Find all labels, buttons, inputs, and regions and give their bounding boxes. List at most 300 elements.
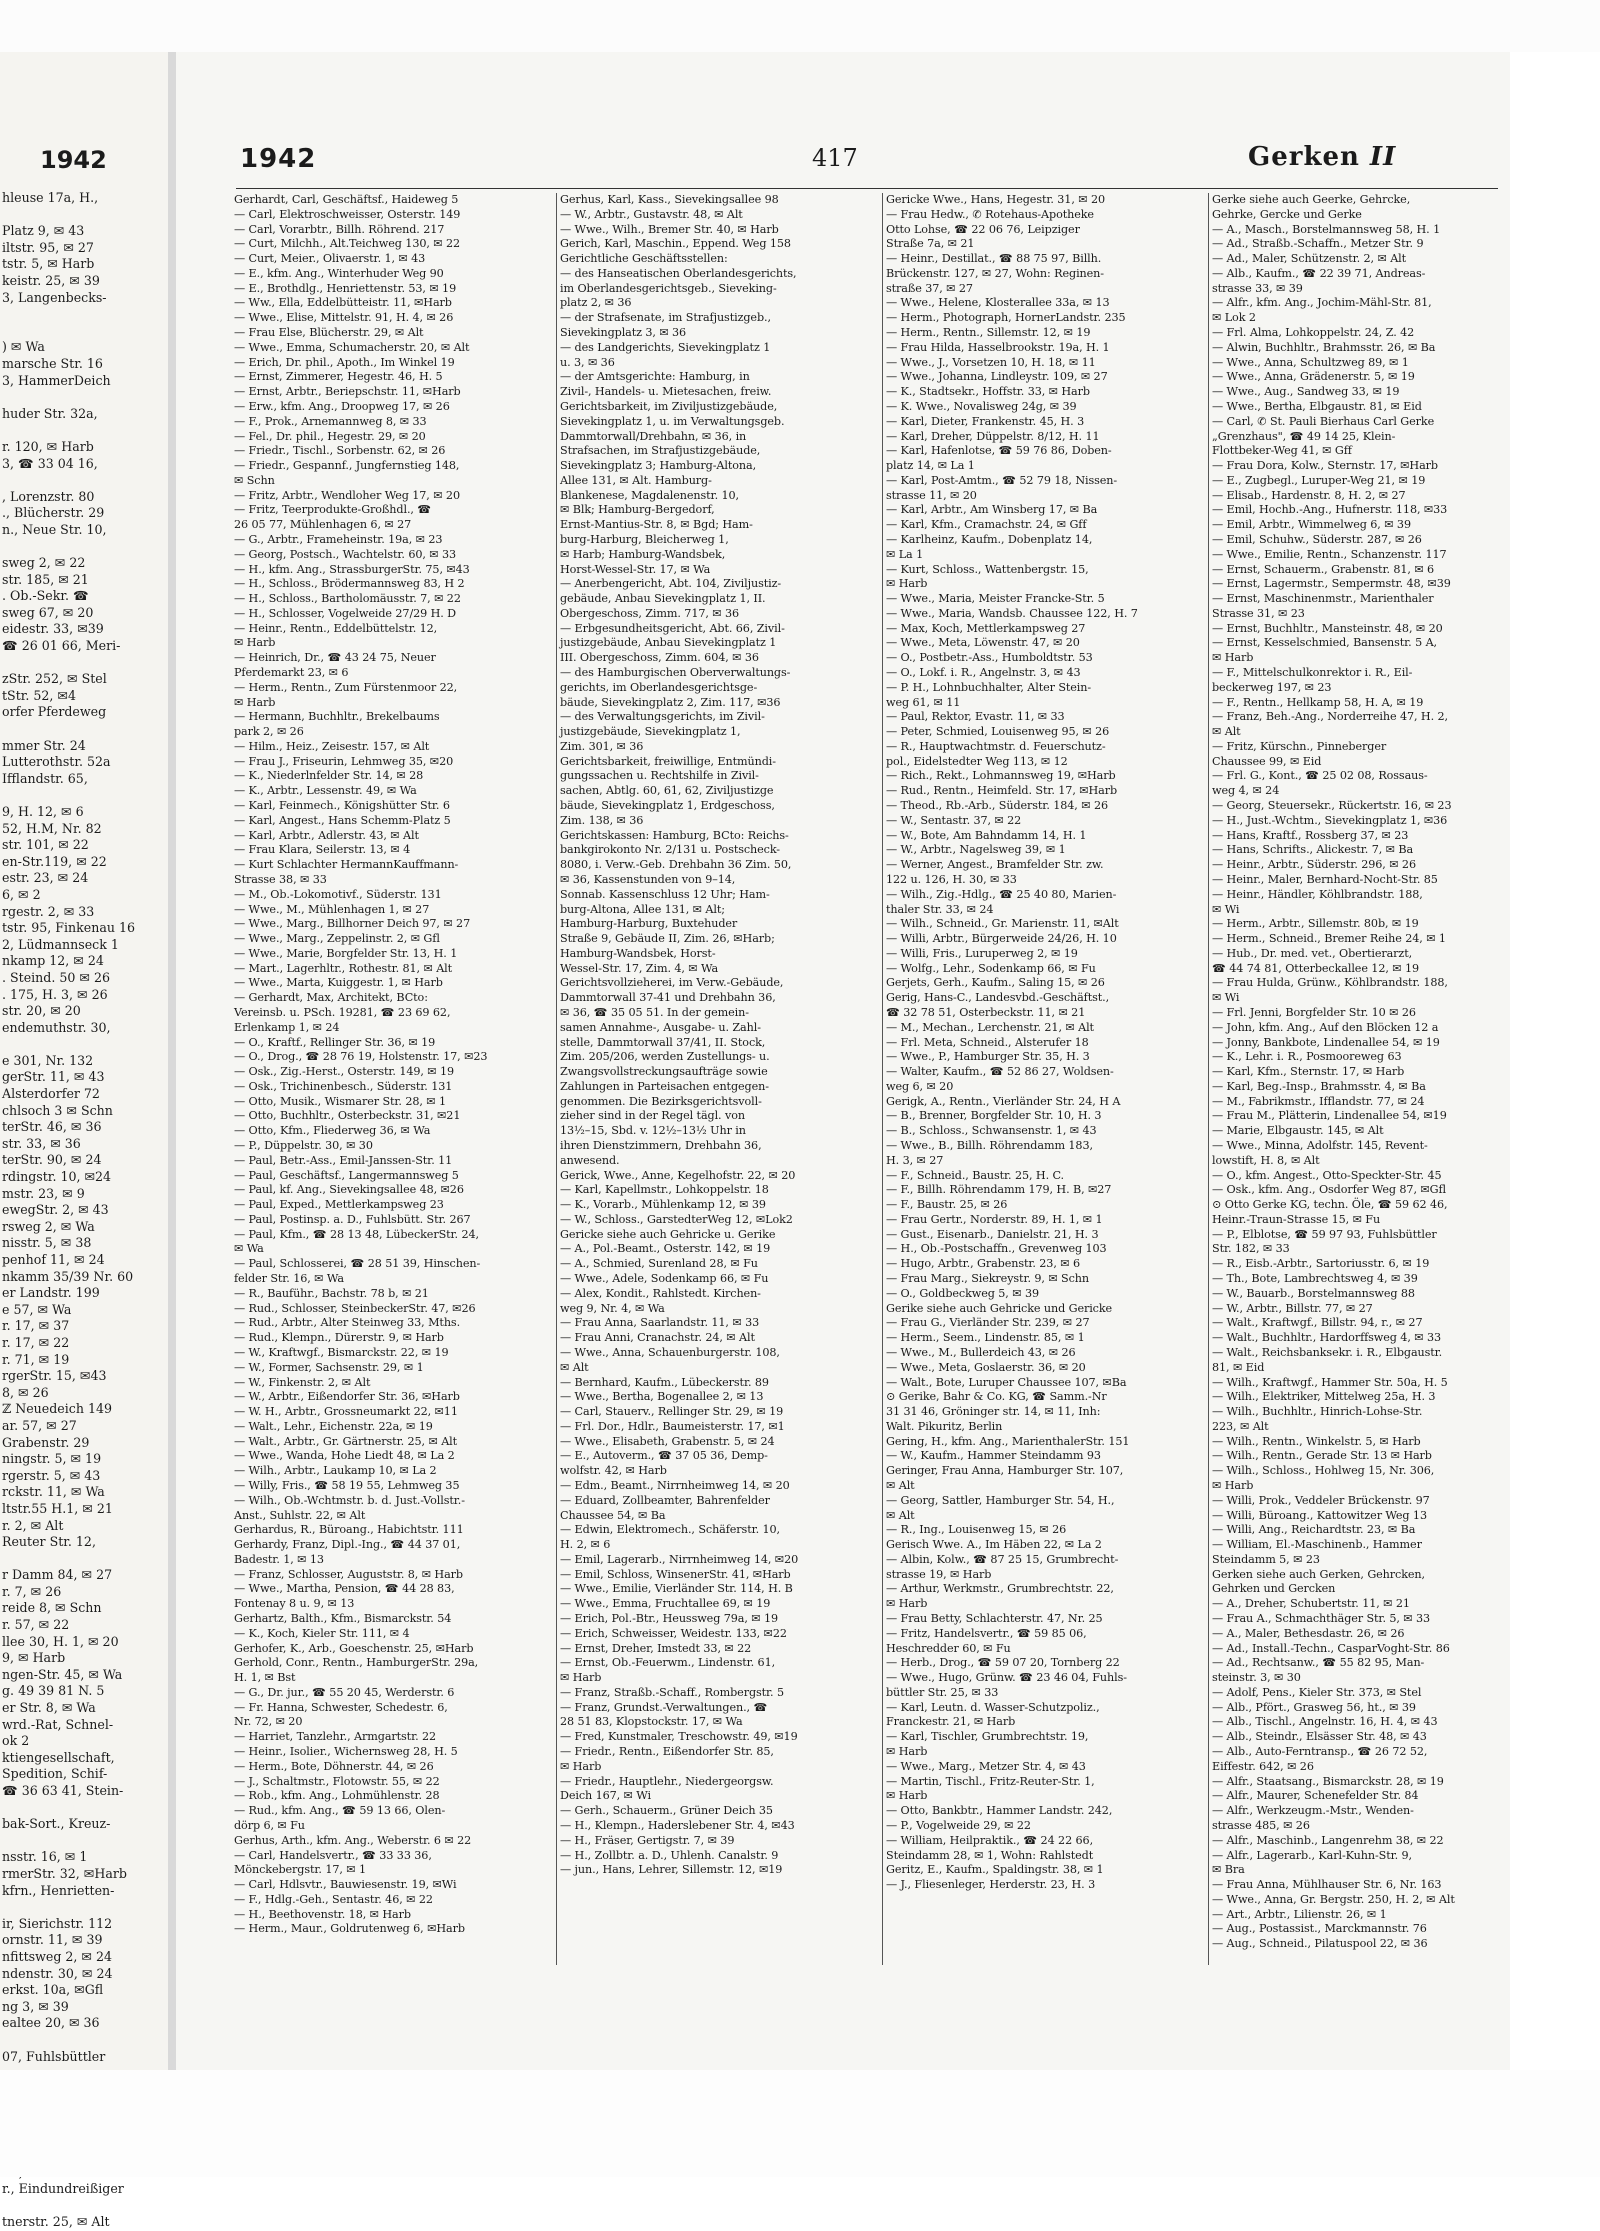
previous-page-line: . Steind. 50 ✉ 26	[2, 969, 110, 985]
entry-line: — Frau Anni, Cranachstr. 24, ✉ Alt	[560, 1331, 755, 1345]
entry-line: weg 61, ✉ 11	[886, 695, 961, 709]
previous-page-line	[0, 538, 166, 555]
entry-line: — Kurt Schlachter HermannKauffmann-	[234, 858, 459, 872]
entry-line: 122 u. 126, H. 30, ✉ 33	[886, 872, 1017, 886]
entry-line: — Karl, Angest., Hans Schemm-Platz 5	[234, 813, 451, 827]
entry-line: — Wilh., Ob.-Wchtmstr. b. d. Just.-Vollstr.-	[234, 1493, 465, 1507]
previous-page-line: ir, Sierichstr. 112	[2, 1915, 113, 1931]
entry-line: ✉ Harb	[234, 695, 276, 709]
previous-page-line: r. 17, ✉ 22	[2, 1334, 70, 1350]
previous-page-line: estr. 23, ✉ 24	[2, 870, 89, 886]
entry-line: — Werner, Angest., Bramfelder Str. zw.	[886, 858, 1104, 872]
entry-line: — W., Schloss., GarstedterWeg 12, ✉Lok2	[560, 1212, 793, 1226]
entry-line: — Frl. Alma, Lohkoppelstr. 24, Z. 42	[1212, 326, 1415, 340]
entry-line: 31 31 46, Gröninger str. 14, ✉ 11, Inh:	[886, 1405, 1101, 1419]
previous-page-line: ngen-Str. 45, ✉ Wa	[2, 1666, 123, 1682]
entry-line: — Hugo, Arbtr., Grabenstr. 23, ✉ 6	[886, 1257, 1080, 1271]
previous-page-line: en-Str.119, ✉ 22	[2, 853, 107, 869]
entry-line: im Oberlandesgerichtsgeb., Sieveking-	[560, 281, 777, 295]
entry-line: H. 3, ✉ 27	[886, 1153, 944, 1167]
entry-line: ✉ Harb	[886, 1789, 928, 1803]
entry-line: — Carl, Vorarbtr., Billh. Röhrend. 217	[234, 222, 445, 236]
entry-line: 13½–15, Sbd. v. 12½–13½ Uhr in	[560, 1124, 746, 1138]
entry-line: wolfstr. 42, ✉ Harb	[560, 1464, 667, 1478]
entry-line: — Alex, Kondit., Rahlstedt. Kirchen-	[560, 1286, 761, 1300]
entry-line: H. 2, ✉ 6	[560, 1538, 611, 1552]
entry-line: — Wwe., Martha, Pension, ☎ 44 28 83,	[234, 1582, 455, 1596]
entry-line: — Bernhard, Kaufm., Lübeckerstr. 89	[560, 1375, 769, 1389]
previous-page-line: rgerStr. 15, ✉43	[2, 1368, 107, 1384]
entry-line: — Ernst, Maschinenmstr., Marienthaler	[1212, 592, 1434, 606]
previous-page-line: zStr. 252, ✉ Stel	[2, 671, 107, 687]
entry-line: — Adolf, Pens., Kieler Str. 373, ✉ Stel	[1212, 1685, 1422, 1699]
entry-line: — Arthur, Werkmstr., Grumbrechtstr. 22,	[886, 1582, 1114, 1596]
entry-line: — Wwe., P., Hamburger Str. 35, H. 3	[886, 1050, 1090, 1064]
previous-page-line	[0, 389, 166, 406]
entry-line: — Wilh., Schloss., Hohlweg 15, Nr. 306,	[1212, 1464, 1435, 1478]
entry-line: — Georg, Postsch., Wachtelstr. 60, ✉ 33	[234, 547, 457, 561]
entry-line: — Rich., Rekt., Lohmannsweg 19, ✉Harb	[886, 769, 1116, 783]
entry-line: Sievekingplatz 3, ✉ 36	[560, 326, 687, 340]
entry-line: — J., Schaltmstr., Flotowstr. 55, ✉ 22	[234, 1774, 440, 1788]
entry-line: — Frau Dora, Kolw., Sternstr. 17, ✉Harb	[1212, 459, 1438, 473]
entry-line: — K., Lehr. i. R., Posmooreweg 63	[1212, 1050, 1402, 1064]
entry-line: — Emil, Schuhw., Süderstr. 287, ✉ 26	[1212, 532, 1422, 546]
entry-line: ✉ Harb	[560, 1671, 602, 1685]
entry-line: anwesend.	[560, 1153, 620, 1167]
entry-line: — Emil, Lagerarb., Nirrnheimweg 14, ✉20	[560, 1552, 799, 1566]
entry-line: — Heinr., Arbtr., Süderstr. 296, ✉ 26	[1212, 858, 1416, 872]
entry-line: — Ernst, Kesselschmied, Bansenstr. 5 A,	[1212, 636, 1438, 650]
previous-page-line: rgestr. 2, ✉ 33	[2, 903, 95, 919]
entry-line: — Herm., Rentn., Zum Fürstenmoor 22,	[234, 680, 458, 694]
previous-page-line: nfittsweg 2, ✉ 24	[2, 1948, 112, 1964]
header-rule	[236, 188, 1498, 189]
entry-line: — Herm., Schneid., Bremer Reihe 24, ✉ 1	[1212, 932, 1446, 946]
entry-line: — Wwe., Emilie, Rentn., Schanzenstr. 117	[1212, 547, 1447, 561]
entry-line: — H., Schlosser, Vogelweide 27/29 H. D	[234, 606, 457, 620]
entry-line: — W., Arbtr., Gustavstr. 48, ✉ Alt	[560, 207, 743, 221]
page-year: 1942	[240, 144, 317, 174]
previous-page-line: sweg 67, ✉ 20	[2, 604, 94, 620]
previous-page-line	[0, 655, 166, 672]
entry-line: — Wwe., Anna, Schultzweg 89, ✉ 1	[1212, 355, 1409, 369]
directory-column-3	[886, 193, 1202, 1965]
entry-line: 223, ✉ Alt	[1212, 1419, 1269, 1433]
entry-line: — Erich, Pol.-Btr., Heussweg 79a, ✉ 19	[560, 1612, 779, 1625]
previous-page-line: mstr. 23, ✉ 9	[2, 1185, 85, 1201]
previous-page-line: r. 17, ✉ 37	[2, 1318, 70, 1334]
previous-page-line: str. 20, ✉ 20	[2, 1003, 81, 1019]
entry-line: ✉ Wi	[1212, 991, 1240, 1005]
entry-heading: Gerigk, A., Rentn., Vierländer Str. 24, H A	[886, 1094, 1121, 1108]
entry-line: — Alfr., kfm. Ang., Jochim-Mähl-Str. 81,	[1212, 296, 1432, 310]
entry-line: — Walt., Arbtr., Gr. Gärtnerstr. 25, ✉ Alt	[234, 1434, 458, 1448]
previous-page-line: rsweg 2, ✉ Wa	[2, 1218, 95, 1234]
entry-line: — Wwe., Elise, Mittelstr. 91, H. 4, ✉ 26	[234, 311, 454, 325]
entry-line: — Willi, Büroang., Kattowitzer Weg 13	[1212, 1508, 1427, 1522]
entry-line: — Th., Bote, Lambrechtsweg 4, ✉ 39	[1212, 1272, 1418, 1286]
entry-line: — Erich, Dr. phil., Apoth., Im Winkel 19	[234, 355, 455, 369]
running-head	[1248, 142, 1396, 172]
entry-line: — Paul, Postinsp. a. D., Fuhlsbütt. Str. 267	[234, 1212, 471, 1226]
entry-line: — Herm., Arbtr., Sillemstr. 80b, ✉ 19	[1212, 917, 1419, 931]
entry-line: Heinr.-Traun-Strasse 15, ✉ Fu	[1212, 1212, 1381, 1226]
entry-line: — Heinr., Destillat., ☎ 88 75 97, Billh.	[886, 252, 1102, 266]
previous-page-line: . Ob.-Sekr. ☎	[2, 588, 89, 604]
entry-line: ✉ Blk; Hamburg-Bergedorf,	[560, 503, 715, 517]
entry-line: — H., Beethovenstr. 18, ✉ Harb	[234, 1907, 411, 1921]
previous-page-line: r. 120, ✉ Harb	[2, 438, 94, 454]
entry-line: — Karlheinz, Kaufm., Dobenplatz 14,	[886, 532, 1093, 546]
previous-page-line: ., Blücherstr. 29	[2, 505, 105, 521]
previous-page-line: llee 30, H. 1, ✉ 20	[2, 1633, 119, 1649]
entry-line: platz 14, ✉ La 1	[886, 459, 975, 473]
previous-page-line: 3, ☎ 33 04 16,	[2, 455, 98, 471]
entry-line: weg 9, Nr. 4, ✉ Wa	[560, 1301, 665, 1315]
entry-line: — Osk., kfm. Ang., Osdorfer Weg 87, ✉Gfl	[1212, 1183, 1446, 1197]
entry-line: ✉ Lok 2	[1212, 311, 1256, 325]
entry-line: — Emil, Arbtr., Wimmelweg 6, ✉ 39	[1212, 518, 1411, 532]
entry-line: H. 1, ✉ Bst	[234, 1671, 296, 1685]
entry-line: — Albin, Kolw., ☎ 87 25 15, Grumbrecht-	[886, 1552, 1119, 1566]
entry-line: — Karl, Dreher, Düppelstr. 8/12, H. 11	[886, 429, 1100, 443]
entry-line: ihren Dienstzimmern, Drehbahn 36,	[560, 1139, 762, 1152]
previous-page-line	[0, 306, 166, 323]
entry-heading: Gerig, Hans-C., Landesvbd.-Geschäftst.,	[886, 991, 1110, 1005]
entry-line: Deich 167, ✉ Wi	[560, 1789, 651, 1803]
entry-line: — Wwe., Anna, Schauenburgerstr. 108,	[560, 1345, 780, 1359]
entry-line: — Wwe., B., Billh. Röhrendamm 183,	[886, 1139, 1093, 1152]
entry-heading: Gerhardt, Carl, Geschäftsf., Haideweg 5	[234, 193, 459, 206]
previous-page-line: Spedition, Schif-	[2, 1766, 108, 1782]
entry-line: — W., Arbtr., Billstr. 77, ✉ 27	[1212, 1301, 1373, 1315]
entry-line: — W., Former, Sachsenstr. 29, ✉ 1	[234, 1360, 424, 1374]
entry-line: straße 37, ✉ 27	[886, 281, 973, 295]
entry-line: — Fritz, Arbtr., Wendloher Weg 17, ✉ 20	[234, 488, 460, 502]
entry-line: — Wwe., Aug., Sandweg 33, ✉ 19	[1212, 385, 1400, 399]
entry-line: — Wilh., Schneid., Gr. Marienstr. 11, ✉Alt	[886, 917, 1119, 931]
entry-line: Zivil-, Handels- u. Mietesachen, freiw.	[560, 385, 772, 399]
entry-line: — Ernst, Schauerm., Grabenstr. 81, ✉ 6	[1212, 562, 1435, 576]
previous-page-line: ningstr. 5, ✉ 19	[2, 1451, 102, 1467]
entry-line: strasse 485, ✉ 26	[1212, 1818, 1310, 1832]
entry-line: — Friedr., Gespannf., Jungfernstieg 148,	[234, 459, 460, 473]
entry-line: — Aug., Postassist., Marckmannstr. 76	[1212, 1922, 1427, 1936]
previous-page-line: ktiengesellschaft,	[2, 1749, 115, 1765]
entry-line: — Alb., Tischl., Angelnstr. 16, H. 4, ✉ 43	[1212, 1715, 1438, 1729]
entry-line: ☎ 44 74 81, Otterbeckallee 12, ✉ 19	[1212, 961, 1420, 975]
entry-line: — Hub., Dr. med. vet., Obertierarzt,	[1212, 946, 1413, 960]
entry-line: — Art., Arbtr., Lilienstr. 26, ✉ 1	[1212, 1907, 1387, 1921]
entry-line: — des Hamburgischen Oberverwaltungs-	[560, 666, 791, 679]
previous-page-line: penhof 11, ✉ 24	[2, 1252, 105, 1267]
previous-page-line: ltstr.55 H.1, ✉ 21	[2, 1500, 113, 1516]
entry-line: — des Verwaltungsgerichts, im Zivil-	[560, 710, 765, 724]
entry-line: — H., Zollbtr. a. D., Uhlenh. Canalstr. 9	[560, 1848, 779, 1862]
previous-page-line: terStr. 46, ✉ 36	[2, 1119, 102, 1135]
entry-line: — B., Brenner, Borgfelder Str. 10, H. 3	[886, 1109, 1102, 1123]
previous-page-line: r. 71, ✉ 19	[2, 1351, 70, 1367]
entry-line: — K., Koch, Kieler Str. 111, ✉ 4	[234, 1626, 410, 1640]
entry-line: — Frau Anna, Mühlhauser Str. 6, Nr. 163	[1212, 1878, 1442, 1892]
entry-line: — O., Drog., ☎ 28 76 19, Holstenstr. 17, ✉23	[234, 1050, 488, 1064]
entry-line: — M., Fabrikmstr., Ifflandstr. 77, ✉ 24	[1212, 1094, 1425, 1108]
entry-line: — Willi, Ang., Reichardtstr. 23, ✉ Ba	[1212, 1523, 1416, 1537]
previous-page-line: 07, Fuhlsbüttler	[2, 2048, 106, 2064]
entry-line: — Frau M., Plätterin, Lindenallee 54, ✉19	[1212, 1109, 1447, 1123]
entry-line: Horst-Wessel-Str. 17, ✉ Wa	[560, 562, 711, 576]
entry-line: Obergeschoss, Zimm. 717, ✉ 36	[560, 606, 740, 620]
entry-line: — Karl, Arbtr., Am Winsberg 17, ✉ Ba	[886, 503, 1098, 517]
previous-page-line: 3, Langenbecks-	[2, 289, 107, 305]
entry-line: — Walt., Buchhltr., Hardorffsweg 4, ✉ 33	[1212, 1331, 1441, 1345]
entry-line: — Wwe., Maria, Meister Francke-Str. 5	[886, 592, 1105, 606]
entry-line: — Wilh., Rentn., Gerade Str. 13 ✉ Harb	[1212, 1449, 1432, 1463]
entry-line: — Frl. Meta, Schneid., Alsterufer 18	[886, 1035, 1089, 1049]
entry-line: ✉ Schn	[234, 473, 275, 487]
entry-line: — Ernst, Buchhltr., Mansteinstr. 48, ✉ 20	[1212, 621, 1443, 635]
entry-line: — Franz, Straßb.-Schaff., Rombergstr. 5	[560, 1685, 784, 1699]
entry-line: — W., Arbtr., Eißendorfer Str. 36, ✉Harb	[234, 1390, 460, 1404]
entry-line: Pferdemarkt 23, ✉ 6	[234, 666, 349, 679]
entry-line: — Eduard, Zollbeamter, Bahrenfelder	[560, 1493, 770, 1507]
previous-page-line: nsstr. 16, ✉ 1	[2, 1849, 88, 1865]
entry-line: — Alfr., Lagerarb., Karl-Kuhn-Str. 9,	[1212, 1848, 1413, 1862]
entry-line: Sievekingplatz 3; Hamburg-Altona,	[560, 459, 757, 473]
entry-line: Strafsachen, im Strafjustizgebäude,	[560, 444, 761, 458]
entry-line: — Herm., Bote, Döhnerstr. 44, ✉ 26	[234, 1759, 434, 1773]
entry-line: 26 05 77, Mühlenhagen 6, ✉ 27	[234, 518, 412, 532]
entry-line: — Wwe., Emma, Schumacherstr. 20, ✉ Alt	[234, 340, 470, 354]
entry-line: — Walt., Kraftwgf., Billstr. 94, r., ✉ 27	[1212, 1316, 1423, 1330]
entry-line: — H., Ob.-Postschaffn., Grevenweg 103	[886, 1242, 1107, 1256]
entry-line: — Wilh., Zig.-Hdlg., ☎ 25 40 80, Marien-	[886, 887, 1117, 901]
previous-page-line: str. 101, ✉ 22	[2, 837, 89, 853]
entry-line: — Herm., Maur., Goldrutenweg 6, ✉Harb	[234, 1922, 465, 1936]
entry-heading: Gerhartz, Balth., Kfm., Bismarckstr. 54	[234, 1612, 452, 1625]
entry-line: — Ad., Install.-Techn., CasparVoght-Str. 86	[1212, 1641, 1450, 1655]
entry-line: — Heinr., Rentn., Eddelbüttelstr. 12,	[234, 621, 438, 635]
entry-heading: Gerick, Wwe., Anne, Kegelhofstr. 22, ✉ 20	[560, 1168, 796, 1182]
entry-line: — Aug., Schneid., Pilatuspool 22, ✉ 36	[1212, 1937, 1428, 1951]
entry-heading: Gerken siehe auch Gerken, Gehrcken,	[1212, 1567, 1425, 1581]
previous-page-line: tStr. 52, ✉4	[2, 687, 76, 703]
book-gutter	[168, 52, 176, 2070]
entry-heading: ⊙ Gerike, Bahr & Co. KG, ☎ Samm.-Nr	[886, 1390, 1107, 1404]
previous-page-line: r. 7, ✉ 26	[2, 1583, 62, 1599]
entry-line: — Max, Koch, Mettlerkampsweg 27	[886, 621, 1086, 635]
entry-line: 81, ✉ Eid	[1212, 1360, 1265, 1374]
entry-line: büttler Str. 25, ✉ 33	[886, 1685, 999, 1699]
entry-heading: Geringer, Frau Anna, Hamburger Str. 107,	[886, 1464, 1124, 1478]
entry-line: lowstift, H. 8, ✉ Alt	[1212, 1153, 1320, 1167]
entry-line: ✉ Alt	[1212, 725, 1241, 739]
entry-line: — Anerbengericht, Abt. 104, Ziviljustiz-	[560, 577, 782, 591]
entry-heading: Gerichtliche Geschäftsstellen:	[560, 252, 728, 266]
entry-line: — W., Bauarb., Borstelmannsweg 88	[1212, 1286, 1415, 1300]
entry-line: — G., Dr. jur., ☎ 55 20 45, Werderstr. 6	[234, 1685, 455, 1699]
previous-page-line: mmer Str. 24	[2, 737, 86, 753]
entry-line: — W., Kaufm., Hammer Steindamm 93	[886, 1449, 1101, 1463]
previous-page-line: nisstr. 5, ✉ 38	[2, 1235, 92, 1251]
entry-line: thaler Str. 33, ✉ 24	[886, 902, 994, 916]
entry-line: Nr. 72, ✉ 20	[234, 1715, 303, 1729]
entry-line: — Frau Klara, Seilerstr. 13, ✉ 4	[234, 843, 411, 857]
entry-heading: Gering, H., kfm. Ang., MarienthalerStr. 151	[886, 1434, 1130, 1448]
entry-line: Blankenese, Magdalenenstr. 10,	[560, 488, 739, 502]
entry-line: — Walt., Bote, Luruper Chaussee 107, ✉Ba	[886, 1375, 1127, 1389]
entry-line: — A., Pol.-Beamt., Osterstr. 142, ✉ 19	[560, 1242, 771, 1256]
entry-line: — A., Masch., Borstelmannsweg 58, H. 1	[1212, 222, 1441, 236]
entry-line: — Fr. Hanna, Schwester, Schedestr. 6,	[234, 1700, 448, 1714]
entry-line: — Paul, Betr.-Ass., Emil-Janssen-Str. 11	[234, 1153, 453, 1167]
entry-line: — Willi, Fris., Luruperweg 2, ✉ 19	[886, 946, 1078, 960]
entry-line: — Alfr., Werkzeugm.-Mstr., Wenden-	[1212, 1804, 1414, 1818]
previous-page-line: Alsterdorfer 72	[2, 1086, 100, 1102]
entry-line: — Marie, Elbgaustr. 145, ✉ Alt	[1212, 1124, 1384, 1138]
entry-line: — Paul, Rektor, Evastr. 11, ✉ 33	[886, 710, 1065, 724]
previous-page-line: gerStr. 11, ✉ 43	[2, 1069, 105, 1085]
entry-heading: Gerich, Karl, Maschin., Eppend. Weg 158	[560, 237, 791, 251]
entry-line: — Wwe., Wilh., Bremer Str. 40, ✉ Harb	[560, 222, 779, 236]
entry-line: — Wilh., Arbtr., Laukamp 10, ✉ La 2	[234, 1464, 437, 1478]
entry-heading: Gerke siehe auch Geerke, Gehrcke,	[1212, 193, 1411, 206]
entry-line: Chaussee 54, ✉ Ba	[560, 1508, 666, 1522]
entry-line: ✉ Harb	[1212, 651, 1254, 665]
scan-top-margin	[0, 0, 1600, 52]
previous-page-line: sweg 2, ✉ 22	[2, 555, 86, 571]
entry-line: Steindamm 5, ✉ 23	[1212, 1552, 1320, 1566]
previous-page-line	[0, 472, 166, 489]
entry-line: beckerweg 197, ✉ 23	[1212, 680, 1332, 694]
entry-line: weg 4, ✉ 24	[1212, 784, 1280, 798]
previous-page-line: ☎ 26 01 66, Meri-	[2, 638, 121, 654]
entry-line: u. 3, ✉ 36	[560, 355, 615, 369]
entry-line: — Willi, Arbtr., Bürgerweide 24/26, H. 10	[886, 932, 1117, 946]
entry-line: Gerichtsbarkeit, im Ziviljustizgebäude,	[560, 399, 778, 413]
previous-page-line: r. 2, ✉ Alt	[2, 1517, 64, 1533]
entry-heading: Gerhardy, Franz, Dipl.-Ing., ☎ 44 37 01,	[234, 1538, 461, 1552]
entry-line: — Otto, Buchhltr., Osterbeckstr. 31, ✉21	[234, 1109, 461, 1123]
entry-line: — Karl, Feinmech., Königshütter Str. 6	[234, 799, 450, 813]
entry-line: — Friedr., Tischl., Sorbenstr. 62, ✉ 26	[234, 444, 446, 458]
entry-line: bankgirokonto Nr. 2/131 u. Postscheck-	[560, 843, 780, 857]
entry-line: — K., Niederlnfelder Str. 14, ✉ 28	[234, 769, 424, 783]
entry-line: — Wilh., Buchhltr., Hinrich-Lohse-Str.	[1212, 1405, 1423, 1419]
directory-page	[176, 52, 1510, 2070]
entry-line: — Peter, Schmied, Louisenweg 95, ✉ 26	[886, 725, 1110, 739]
entry-line: — H., Schloss., Bartholomäusstr. 7, ✉ 22	[234, 592, 461, 606]
entry-line: — F., Baustr. 25, ✉ 26	[886, 1198, 1008, 1212]
entry-line: Zahlungen in Parteisachen entgegen-	[560, 1079, 769, 1093]
entry-line: — Ernst, Lagermstr., Sempermstr. 48, ✉39	[1212, 577, 1451, 591]
entry-line: — Fritz, Kürschn., Pinneberger	[1212, 739, 1387, 753]
entry-line: — Curt, Milchh., Alt.Teichweg 130, ✉ 22	[234, 237, 461, 251]
previous-page-line: endemuthstr. 30,	[2, 1019, 111, 1035]
entry-line: — R., Hauptwachtmstr. d. Feuerschutz-	[886, 739, 1106, 753]
previous-page-fragment	[0, 52, 170, 2230]
entry-line: — Alb., Kaufm., ☎ 22 39 71, Andreas-	[1212, 266, 1426, 280]
entry-line: gungssachen u. Rechtshilfe in Zivil-	[560, 769, 759, 783]
entry-line: Dammtorwall/Drehbahn, ✉ 36, in	[560, 429, 747, 443]
previous-page-line	[0, 1551, 166, 1568]
entry-line: — Paul, kf. Ang., Sievekingsallee 48, ✉26	[234, 1183, 464, 1197]
entry-line: — H., Just.-Wchtm., Sievekingplatz 1, ✉36	[1212, 813, 1448, 827]
entry-line: ✉ Bra	[1212, 1863, 1245, 1877]
entry-line: — jun., Hans, Lehrer, Sillemstr. 12, ✉19	[560, 1863, 783, 1877]
entry-line: — E., Zugbegl., Luruper-Weg 21, ✉ 19	[1212, 473, 1426, 487]
previous-page-line: . 175, H. 3, ✉ 26	[2, 986, 108, 1002]
entry-line: — Jonny, Bankbote, Lindenallee 54, ✉ 19	[1212, 1035, 1440, 1049]
previous-page-line	[0, 721, 166, 738]
entry-line: — Wwe., Wanda, Hohe Liedt 48, ✉ La 2	[234, 1449, 455, 1463]
entry-line: — Heinr., Händler, Köhlbrandstr. 188,	[1212, 887, 1423, 901]
entry-line: — Wwe., Marta, Kuiggestr. 1, ✉ Harb	[234, 976, 443, 990]
entry-heading: Gerisch Wwe. A., Im Häben 22, ✉ La 2	[886, 1538, 1102, 1552]
entry-line: — O., Goldbeckweg 5, ✉ 39	[886, 1286, 1039, 1300]
entry-line: Ernst-Mantius-Str. 8, ✉ Bgd; Ham-	[560, 518, 753, 532]
entry-line: — Emil, Schloss, WinsenerStr. 41, ✉Harb	[560, 1567, 791, 1581]
entry-line: ☎ 32 78 51, Osterbeckstr. 11, ✉ 21	[886, 1005, 1086, 1019]
entry-line: — Martin, Tischl., Fritz-Reuter-Str. 1,	[886, 1774, 1095, 1788]
entry-line: — W. H., Arbtr., Grossneumarkt 22, ✉11	[234, 1405, 458, 1419]
entry-line: — Karl, Kfm., Cramachstr. 24, ✉ Gff	[886, 518, 1087, 532]
entry-line: — P., Düppelstr. 30, ✉ 30	[234, 1139, 373, 1152]
previous-page-line: r., Eindundreißiger	[2, 2181, 124, 2197]
entry-line: — Frau Anna, Saarlandstr. 11, ✉ 33	[560, 1316, 760, 1330]
entry-line: gerichts, im Oberlandesgerichtsge-	[560, 680, 758, 694]
entry-line: — Alb., Auto-Ferntransp., ☎ 26 72 52,	[1212, 1745, 1428, 1759]
entry-line: — Frau Marg., Siekreystr. 9, ✉ Schn	[886, 1272, 1089, 1286]
previous-page-line: rgerstr. 5, ✉ 43	[2, 1467, 101, 1483]
entry-line: — Friedr., Rentn., Eißendorfer Str. 85,	[560, 1745, 774, 1759]
entry-line: Badestr. 1, ✉ 13	[234, 1552, 324, 1566]
entry-line: — des Hanseatischen Oberlandesgerichts,	[560, 266, 797, 280]
entry-line: Str. 182, ✉ 33	[1212, 1242, 1290, 1256]
entry-line: — B., Schloss., Schwansenstr. 1, ✉ 43	[886, 1124, 1097, 1138]
previous-page-line: Lutterothstr. 52a	[2, 754, 111, 770]
previous-page-line: ℤ Neuedeich 149	[2, 1401, 112, 1417]
entry-line: — Alfr., Maschinb., Langenrehm 38, ✉ 22	[1212, 1833, 1444, 1847]
previous-page-line: Platz 9, ✉ 43	[2, 223, 85, 239]
previous-page-line: keistr. 25, ✉ 39	[2, 272, 100, 288]
entry-line: — P. H., Lohnbuchhalter, Alter Stein-	[886, 680, 1092, 694]
entry-line: — Erich, Schweisser, Weidestr. 133, ✉22	[560, 1626, 787, 1640]
entry-line: — Hilm., Heiz., Zeisestr. 157, ✉ Alt	[234, 739, 430, 753]
entry-line: — Alb., Steindr., Elsässer Str. 48, ✉ 43	[1212, 1730, 1427, 1744]
entry-line: — Harriet, Tanzlehr., Armgartstr. 22	[234, 1730, 437, 1744]
entry-line: — K. Wwe., Novalisweg 24g, ✉ 39	[886, 399, 1077, 413]
entry-line: Wessel-Str. 17, Zim. 4, ✉ Wa	[560, 961, 719, 975]
entry-line: — Frl. G., Kont., ☎ 25 02 08, Rossaus-	[1212, 769, 1428, 783]
entry-heading: Gerjets, Gerh., Kaufm., Saling 15, ✉ 26	[886, 976, 1105, 990]
entry-line: — Frl. Jenni, Borgfelder Str. 10 ✉ 26	[1212, 1005, 1416, 1019]
entry-line: — Wilh., Rentn., Winkelstr. 5, ✉ Harb	[1212, 1434, 1421, 1448]
column-divider	[1208, 193, 1209, 1965]
entry-line: — Ernst, Zimmerer, Hegestr. 46, H. 5	[234, 370, 443, 384]
entry-line: Steindamm 28, ✉ 1, Wohn: Rahlstedt	[886, 1848, 1094, 1862]
entry-line: — Osk., Zig.-Herst., Osterstr. 149, ✉ 19	[234, 1065, 455, 1079]
entry-line: — H., kfm. Ang., StrassburgerStr. 75, ✉43	[234, 562, 470, 576]
entry-line: Erlenkamp 1, ✉ 24	[234, 1020, 340, 1034]
directory-column-4	[1212, 193, 1528, 1965]
entry-line: — Frau Hilda, Hasselbrookstr. 19a, H. 1	[886, 340, 1110, 354]
entry-line: — Ww., Ella, Eddelbütteistr. 11, ✉Harb	[234, 296, 452, 310]
entry-line: ✉ Harb; Hamburg-Wandsbek,	[560, 547, 726, 561]
entry-line: — P., Elblotse, ☎ 59 97 93, Fuhlsbüttler	[1212, 1227, 1437, 1241]
entry-line: — Ad., Straßb.-Schaffn., Metzer Str. 9	[1212, 237, 1424, 251]
